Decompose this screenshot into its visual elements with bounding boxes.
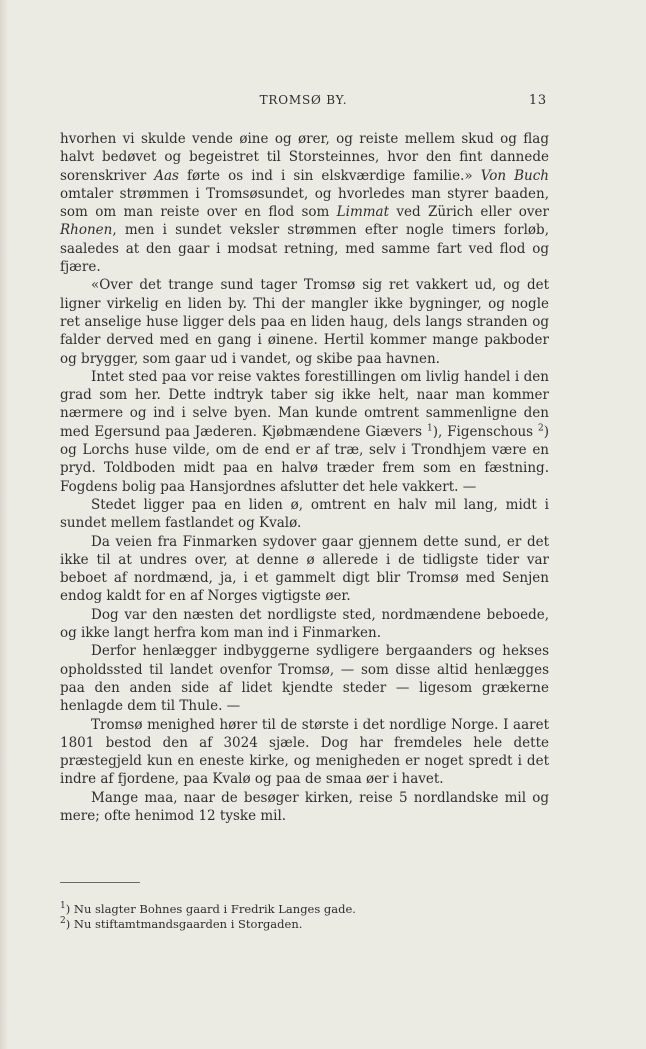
footnotes bbox=[60, 902, 549, 932]
text-run: Da veien fra Finmarken sydover gaar gjennem dette sund, er det ikke til at undres over, at denne ø allerede i de tidligste tider var beboet af nordmænd, ja, i et gammelt digt blir Tromsø med Senjen endog kaldt for en af Norges vigtigste øer. bbox=[60, 533, 549, 605]
page-number: 13 bbox=[528, 93, 547, 108]
footnote-rule bbox=[60, 882, 140, 883]
running-title: TROMSØ BY. bbox=[259, 93, 348, 107]
text-run: Tromsø menighed hører til de største i det nordlige Norge. I aaret 1801 bestod den af 3024 sjæle. Dog har fremdeles hele dette præstegjeld kun en eneste kirke, og menigheden er noget spredt i det indre af fjordene, paa Kvalø og paa de smaa øer i havet. bbox=[60, 716, 549, 788]
text-run: ), Figenschous bbox=[432, 423, 538, 440]
italic-name: Aas bbox=[154, 167, 179, 184]
italic-name: Limmat bbox=[336, 204, 390, 221]
paragraph bbox=[60, 789, 549, 826]
text-run: omtaler strømmen i Tromsøsundet, og hvorledes man styrer baaden, som om man reiste over en flod som bbox=[60, 185, 549, 221]
footnote-ref: 2 bbox=[537, 423, 544, 434]
text-run: ved Zürich eller over bbox=[389, 204, 549, 221]
paragraph bbox=[60, 606, 549, 643]
text-run: Stedet ligger paa en liden ø, omtrent en halv mil lang, midt i sundet mellem fastlandet og Kvalø. bbox=[60, 496, 549, 532]
text-run: Derfor henlægger indbyggerne sydligere bergaanders og hekses opholdssted til landet ovenfor Tromsø, — som disse altid henlægges paa den anden side af lidet kjendte steder — ligesom grækerne henlagde dem til Thule. — bbox=[60, 643, 549, 715]
footnote-ref: 1 bbox=[426, 423, 433, 434]
footnote bbox=[60, 902, 549, 917]
paragraph bbox=[60, 368, 549, 496]
paragraph bbox=[60, 496, 549, 533]
paragraph bbox=[60, 276, 549, 367]
text-run: , men i sundet veksler strømmen efter nogle timers forløb, saaledes at den gaar i modsat retning, med samme fart ved flod og fjære. bbox=[60, 222, 549, 276]
running-header bbox=[60, 93, 547, 111]
body-text bbox=[60, 130, 549, 825]
paragraph bbox=[60, 130, 549, 276]
text-run: hvorhen vi skulde vende øine og ører, og reiste mellem skud og flag halvt bedøvet og begeistret til Storsteinnes, hvor den fint dannede sorenskriver bbox=[60, 131, 549, 184]
italic-name: Rhonen bbox=[60, 222, 113, 239]
footnote-text: ) Nu slagter Bohnes gaard i Fredrik Langes gade. bbox=[65, 902, 356, 916]
text-run: Intet sted paa vor reise vaktes forestillingen om livlig handel i den grad som her. Dette indtryk taber sig ikke helt, naar man kommer nærmere og ind i selve byen. Man kunde omtrent sammenligne den med Egersund paa Jæderen. Kjøbmændene Giævers bbox=[60, 368, 549, 440]
italic-name: Von Buch bbox=[480, 167, 550, 184]
paragraph bbox=[60, 642, 549, 715]
paragraph bbox=[60, 716, 549, 789]
text-run: «Over det trange sund tager Tromsø sig ret vakkert ud, og det ligner virkelig en liden by. Thi der mangler ikke bygninger, og nogle ret anselige huse ligger dels paa en liden haug, dels langs stranden og falder derved med en gang i øinene. Hertil kommer mange pakboder og brygger, som gaar ud i vandet, og skibe paa havnen. bbox=[60, 277, 549, 367]
page-edge bbox=[0, 0, 9, 1049]
text-run: Dog var den næsten det nordligste sted, nordmændene beboede, og ikke langt herfra kom man ind i Finmarken. bbox=[60, 606, 549, 642]
footnote-mark: 2 bbox=[60, 916, 66, 927]
footnote bbox=[60, 917, 549, 932]
paragraph bbox=[60, 533, 549, 606]
text-run: førte os ind i sin elskværdige familie.» bbox=[178, 167, 481, 184]
footnote-text: ) Nu stiftamtmandsgaarden i Storgaden. bbox=[65, 917, 303, 931]
footnote-mark: 1 bbox=[60, 901, 66, 912]
text-run: Mange maa, naar de besøger kirken, reise 5 nordlandske mil og mere; ofte henimod 12 tyske mil. bbox=[60, 789, 549, 824]
text-run: ) og Lorchs huse vilde, om de end er af træ, selv i Trondhjem være en pryd. Toldboden midt paa en halvø træder frem som en fæstning. Fogdens bolig paa Hansjordnes afslutter det hele vakkert. — bbox=[60, 423, 549, 495]
